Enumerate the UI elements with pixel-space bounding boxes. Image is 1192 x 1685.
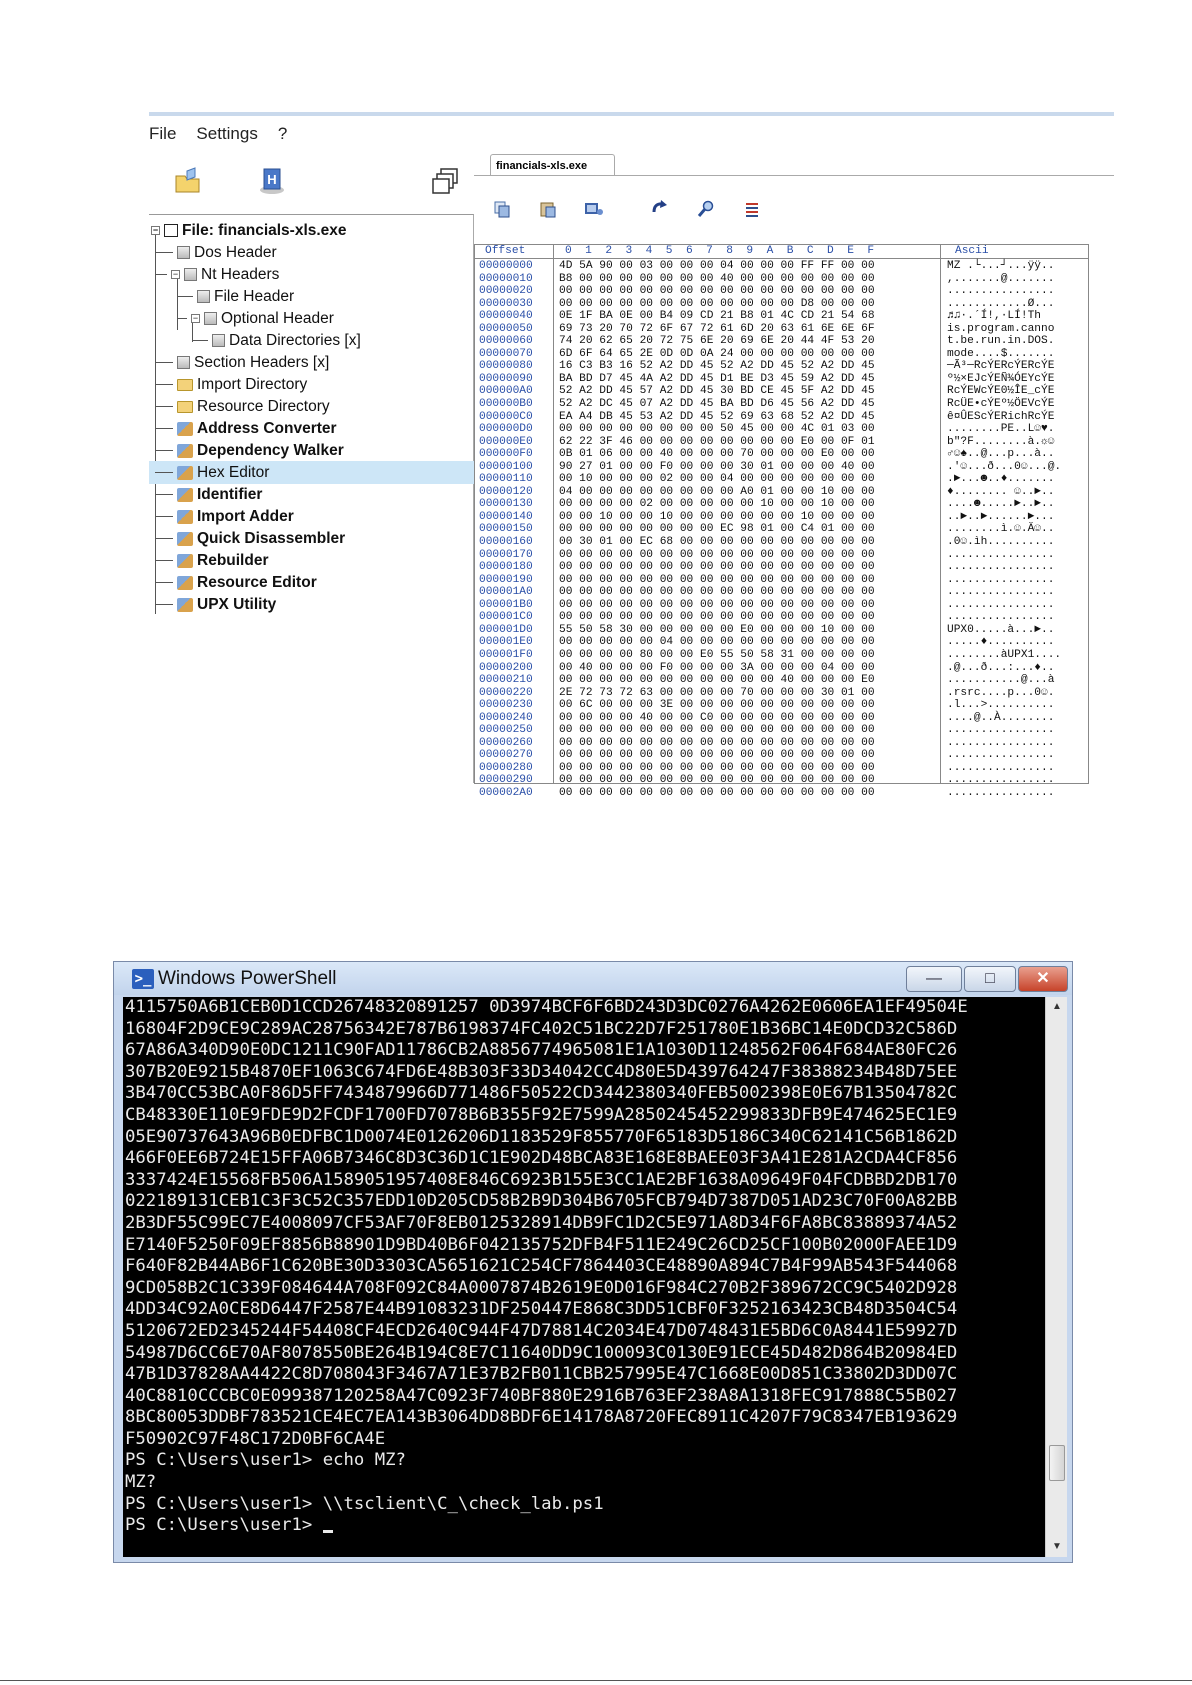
console-output-line: 2B3DF55C99EC7E4008097CF53AF70F8EB0125328914DB9FC1D2C5E971A8D34F6FA8BC83889374A52 <box>125 1212 958 1233</box>
hex-row-ascii[interactable]: ................ <box>947 749 1055 762</box>
hex-row-ascii[interactable]: ♂☺♠..@...p...à.. <box>947 448 1055 461</box>
byte-column-header: F <box>867 245 875 257</box>
hex-row-bytes[interactable]: 00 6C 00 00 00 3E 00 00 00 00 00 00 00 00 00 00 <box>559 699 875 712</box>
hex-row-offset: 000001A0 <box>479 586 533 599</box>
hex-row-offset: 00000170 <box>479 548 533 561</box>
hex-row-offset: 00000240 <box>479 711 533 724</box>
title-bar <box>114 962 1072 995</box>
hex-row-offset: 000002A0 <box>479 786 533 799</box>
hex-row-offset: 00000140 <box>479 510 533 523</box>
hex-row-bytes[interactable]: EA A4 DB 45 53 A2 DD 45 52 69 63 68 52 A2 DD 45 <box>559 410 875 423</box>
console-output-line: 67A86A340D90E0DC1211C90FAD11786CB2A8856774965081E1A1030D11248562F064F684AE80FC26 <box>125 1040 958 1061</box>
hex-row-offset: 00000260 <box>479 736 533 749</box>
console-output-line: 05E90737643A96B0EDFBC1D0074E0126206D1183529F855770F65183D5186C340C62141C56B1862D <box>125 1126 958 1147</box>
console-prompt-line <box>125 1472 1045 1494</box>
console-prompt-line <box>125 1494 1045 1516</box>
scroll-thumb[interactable] <box>1049 1445 1065 1481</box>
hex-row-bytes[interactable]: 00 00 00 00 00 00 00 00 00 00 00 00 00 00 00 00 <box>559 573 875 586</box>
hex-row-ascii[interactable]: .rsrc....p...0☺. <box>947 686 1055 699</box>
hex-row-offset: 000000B0 <box>479 398 533 411</box>
tool-icon <box>177 576 193 590</box>
cursor <box>323 1530 333 1533</box>
tree-item-dependency-walker[interactable]: Dependency Walker <box>155 439 344 462</box>
hex-icon[interactable] <box>584 199 604 219</box>
close-button[interactable]: ✕ <box>1018 966 1068 992</box>
hex-row-offset: 00000050 <box>479 322 533 335</box>
hex-row-offset: 00000150 <box>479 523 533 536</box>
search-icon[interactable] <box>696 199 716 219</box>
console-output-line: 47B1D37828AA4422C8D708043F3467A71E37B2FB011CBB257995E47C1668E00D851C33802D3DD07C <box>125 1364 958 1385</box>
bytes-column[interactable] <box>559 260 875 800</box>
hex-row-bytes[interactable]: 00 00 00 00 00 00 00 00 50 45 00 00 4C 01 03 00 <box>559 423 875 436</box>
console-output[interactable] <box>123 997 1045 1557</box>
hex-row-bytes[interactable]: 00 00 00 00 00 00 00 00 00 00 00 00 00 00 00 00 <box>559 611 875 624</box>
byte-column-header: 4 <box>645 245 666 257</box>
hex-row-bytes[interactable]: 55 50 58 30 00 00 00 00 00 E0 00 00 00 10 00 00 <box>559 623 875 636</box>
hex-row-ascii[interactable]: ♦........ ☺..►.. <box>947 485 1055 498</box>
hex-row-offset: 000001C0 <box>479 611 533 624</box>
hex-row-ascii[interactable]: ê¤ÛEScÝERichRcÝE <box>947 410 1055 423</box>
hex-row-bytes[interactable]: 00 00 00 00 00 00 00 00 00 00 00 00 00 00 00 00 <box>559 285 875 298</box>
tree-item-data-directories[interactable]: Data Directories [x] <box>192 329 361 352</box>
hex-row-bytes[interactable]: 00 30 01 00 EC 68 00 00 00 00 00 00 00 00 00 00 <box>559 536 875 549</box>
hex-view[interactable] <box>474 244 1089 799</box>
collapse-icon[interactable]: − <box>172 269 179 279</box>
hex-row-bytes[interactable]: 00 00 00 00 00 00 00 00 00 00 00 00 00 00 00 00 <box>559 724 875 737</box>
console-output-line: 54987D6CC6E70AF8078550BE264B194C8E7C11640DD9C100093C0130E91ECE45D482D864B20984ED <box>125 1342 958 1363</box>
hex-row-bytes[interactable]: 00 10 00 00 00 02 00 00 04 00 00 00 00 00 00 00 <box>559 473 875 486</box>
byte-column-header: 8 <box>726 245 747 257</box>
tree-item-nt-headers[interactable]: − Nt Headers <box>155 263 279 286</box>
tree-item-resource-directory[interactable]: Resource Directory <box>155 395 330 418</box>
hex-row-bytes[interactable]: 00 00 00 00 00 00 00 00 00 00 00 00 00 00 00 00 <box>559 786 875 799</box>
hex-row-ascii[interactable]: ................ <box>947 786 1055 799</box>
console-output-line: 466F0EE6B724E15FFA06B7346C8D3C36D1C1E902D48BCA83E168E8BAEE03F3A41E281A2CDA4CF856 <box>125 1148 958 1169</box>
console-output-line: 5120672ED2345244F54408CF4ECD2640C944F47D78814C2034E47D0748431E5BD6C0A8441E59927D <box>125 1320 958 1341</box>
tool-icon <box>177 444 193 458</box>
byte-column-header: 7 <box>706 245 727 257</box>
hex-row-ascii[interactable]: .....♦.......... <box>947 636 1055 649</box>
hex-row-bytes[interactable]: 4D 5A 90 00 03 00 00 00 04 00 00 00 FF FF 00 00 <box>559 260 875 272</box>
powershell-icon: >_ <box>132 969 154 989</box>
tree-item-file-header[interactable]: File Header <box>177 285 294 308</box>
folder-icon <box>177 379 193 391</box>
list-icon[interactable] <box>742 199 762 219</box>
tree-item-hex-editor[interactable]: Hex Editor <box>149 461 474 484</box>
hex-row-ascii[interactable]: .@...ð...:...♦.. <box>947 661 1055 674</box>
byte-column-header: 2 <box>605 245 626 257</box>
console-output-line: 3B470CC53BCA0F86D5FF7434879966D771486F50522CD3442380340FEB5002398E0E67B13504782C <box>125 1083 958 1104</box>
hex-row-bytes[interactable]: 00 00 00 00 00 04 00 00 00 00 00 00 00 00 00 00 <box>559 636 875 649</box>
hex-row-offset: 00000250 <box>479 724 533 737</box>
cff-explorer-window <box>149 112 1114 799</box>
folder-icon <box>177 401 193 413</box>
tool-icon <box>177 488 193 502</box>
open-icon[interactable] <box>171 166 205 196</box>
hex-row-ascii[interactable]: b"?F........à.☼☺ <box>947 435 1055 448</box>
hex-row-offset: 00000110 <box>479 473 533 486</box>
hex-row-ascii[interactable]: ,.......@....... <box>947 272 1055 285</box>
hex-row-bytes[interactable]: 00 00 00 00 00 00 00 00 00 00 00 00 00 00 00 00 <box>559 774 875 787</box>
hex-row-offset: 00000230 <box>479 699 533 712</box>
ascii-column[interactable] <box>947 260 1061 800</box>
minimize-button[interactable]: — <box>906 966 962 992</box>
hex-row-ascii[interactable]: ....☻.....►..►.. <box>947 498 1055 511</box>
navigation-tree <box>149 214 474 783</box>
svg-text:H: H <box>267 172 277 187</box>
console-output-line: 9CD058B2C1C339F084644A708F092C84A0007874B2619E0D016F984C270B2F389672CC9C5402D928 <box>125 1277 958 1298</box>
hex-row-ascii[interactable]: ─Ã³─RcÝERcÝERcÝE <box>947 360 1055 373</box>
vertical-scrollbar[interactable] <box>1045 997 1067 1557</box>
console-output-line: 3337424E15568FB506A1589051957408E846C6923B155E3CC1AE2BF1638A09649F04FCDBBD2DB170 <box>125 1169 958 1190</box>
hex-row-offset: 00000060 <box>479 335 533 348</box>
hex-row-ascii[interactable]: RcÜE•cÝEº½ÖEVcÝE <box>947 398 1055 411</box>
console-output-line: 4DD34C92A0CE8D6447F2587E44B91083231DF250447E868C3DD51CBF0F3252163423CB48D3504C54 <box>125 1299 958 1320</box>
console-output-line: 4115750A6B1CEB0D1CCD26748320891257 0D3974BCF6F6BD243D3DC0276A4262E0606EA1EF49504E <box>125 997 968 1017</box>
byte-column-header: E <box>847 245 868 257</box>
hex-row-ascii[interactable]: ................ <box>947 285 1055 298</box>
header-icon <box>184 268 197 281</box>
hex-row-offset: 000001F0 <box>479 648 533 661</box>
hex-row-ascii[interactable]: ................ <box>947 724 1055 737</box>
hex-row-ascii[interactable]: ........àUPX1.... <box>947 648 1062 661</box>
byte-column-headers <box>565 245 874 258</box>
hex-row-offset: 00000200 <box>479 661 533 674</box>
hex-row-bytes[interactable]: 00 40 00 00 00 F0 00 00 00 3A 00 00 00 04 00 00 <box>559 661 875 674</box>
hex-row-bytes[interactable]: 2E 72 73 72 63 00 00 00 00 70 00 00 00 30 01 00 <box>559 686 875 699</box>
hex-row-bytes[interactable]: BA BD D7 45 4A A2 DD 45 D1 BE D3 45 59 A2 DD 45 <box>559 372 875 385</box>
offset-column-header: Offset <box>485 245 526 257</box>
hex-row-bytes[interactable]: 00 00 00 00 02 00 00 00 00 00 10 00 00 10 00 00 <box>559 498 875 511</box>
hex-row-offset: 00000100 <box>479 460 533 473</box>
hex-row-ascii[interactable]: ....@..À........ <box>947 711 1055 724</box>
hex-row-offset: 00000010 <box>479 272 533 285</box>
hex-row-ascii[interactable]: ................ <box>947 774 1055 787</box>
tool-icon <box>177 598 193 612</box>
hex-row-bytes[interactable]: 00 00 00 00 00 00 00 00 00 00 00 00 00 00 00 00 <box>559 548 875 561</box>
tree-item-address-converter[interactable]: Address Converter <box>155 417 337 440</box>
hex-row-bytes[interactable]: 00 00 00 00 80 00 00 E0 55 50 58 31 00 00 00 00 <box>559 648 875 661</box>
console-prompt-line <box>125 1515 1045 1537</box>
byte-column-header: 1 <box>585 245 606 257</box>
hex-header <box>475 245 1088 259</box>
hex-row-ascii[interactable]: ...........@...à <box>947 674 1055 687</box>
command: echo MZ? <box>322 1450 406 1471</box>
hex-row-bytes[interactable]: 00 00 00 00 00 00 00 00 EC 98 01 00 C4 01 00 00 <box>559 523 875 536</box>
hex-row-offset: 00000020 <box>479 285 533 298</box>
hex-row-bytes[interactable]: 00 00 00 00 00 00 00 00 00 00 00 00 00 00 00 00 <box>559 749 875 762</box>
hex-row-bytes[interactable]: 74 20 62 65 20 72 75 6E 20 69 6E 20 44 4F 53 20 <box>559 335 875 348</box>
hex-row-offset: 00000270 <box>479 749 533 762</box>
hex-row-bytes[interactable]: 0B 01 06 00 00 40 00 00 00 70 00 00 00 E0 00 00 <box>559 448 875 461</box>
header-icon <box>177 356 190 369</box>
offset-column <box>479 260 533 800</box>
hex-row-bytes[interactable]: 6D 6F 64 65 2E 0D 0D 0A 24 00 00 00 00 00 00 00 <box>559 347 875 360</box>
byte-column-header: 5 <box>665 245 686 257</box>
hex-row-offset: 000001D0 <box>479 623 533 636</box>
hex-row-ascii[interactable]: UPX0.....à...►.. <box>947 623 1055 636</box>
hex-row-ascii[interactable]: ............Ø... <box>947 297 1055 310</box>
tree-item-import-adder[interactable]: Import Adder <box>155 505 294 528</box>
console-output-line: 307B20E9215B4870EF1063C674FD6E48B303F33D34042CC4D80E5D439764247F38388234B48D75EE <box>125 1061 958 1082</box>
hex-row-offset: 00000220 <box>479 686 533 699</box>
header-icon <box>204 312 217 325</box>
hex-row-bytes[interactable]: 00 00 00 00 00 00 00 00 00 00 00 00 D8 00 00 00 <box>559 297 875 310</box>
prompt: PS C:\Users\user1> <box>125 1450 323 1471</box>
hex-row-ascii[interactable]: is.program.canno <box>947 322 1055 335</box>
hex-row-offset: 000001B0 <box>479 598 533 611</box>
hex-row-bytes[interactable]: 00 00 10 00 00 10 00 00 00 00 00 00 10 00 00 00 <box>559 510 875 523</box>
hex-row-ascii[interactable]: ................ <box>947 561 1055 574</box>
hex-row-bytes[interactable]: 00 00 00 00 00 00 00 00 00 00 00 40 00 00 00 E0 <box>559 674 875 687</box>
byte-column-header: B <box>786 245 807 257</box>
divider <box>940 245 941 783</box>
hex-row-offset: 000000A0 <box>479 385 533 398</box>
tool-icon <box>177 510 193 524</box>
console-output-line: 022189131CEB1C3F3C52C357EDD10D205CD58B2B9D304B6705FCB794D7387D051AD23C70F00A82BB <box>125 1191 958 1212</box>
hex-row-ascii[interactable]: MZ .└...┘...ÿÿ.. <box>947 260 1055 272</box>
byte-column-header: 9 <box>746 245 767 257</box>
command: MZ? <box>125 1472 157 1493</box>
hex-row-ascii[interactable]: º½×EJcÝEÑ¾ÓEYcÝE <box>947 372 1055 385</box>
windows-icon[interactable] <box>429 166 463 196</box>
command: \\tsclient\C_\check_lab.ps1 <box>322 1493 604 1514</box>
tree-item-section-headers[interactable]: Section Headers [x] <box>155 351 329 374</box>
hex-row-offset: 00000280 <box>479 761 533 774</box>
hex-row-offset: 000000D0 <box>479 423 533 436</box>
hex-row-ascii[interactable]: .l...>.......... <box>947 699 1055 712</box>
hex-row-bytes[interactable]: 90 27 01 00 00 F0 00 00 00 30 01 00 00 00 40 00 <box>559 460 875 473</box>
goto-icon[interactable] <box>650 199 670 219</box>
tool-icon <box>177 532 193 546</box>
hex-row-offset: 000000C0 <box>479 410 533 423</box>
console-output-line: F640F82B44AB6F1C620BE30D3303CA5651621C254CF7864403CE48890A894C7B4F99AB543F544068 <box>125 1256 958 1277</box>
hex-row-ascii[interactable]: RcÝEWcÝE0½ÎE_cÝE <box>947 385 1055 398</box>
hex-row-offset: 00000030 <box>479 297 533 310</box>
hex-row-bytes[interactable]: 52 A2 DC 45 07 A2 DD 45 BA BD D6 45 56 A2 DD 45 <box>559 398 875 411</box>
pe-icon[interactable] <box>255 166 289 196</box>
hex-row-ascii[interactable]: ................ <box>947 573 1055 586</box>
tab-financials-xls[interactable]: financials-xls.exe <box>490 154 615 176</box>
hex-row-ascii[interactable]: ................ <box>947 611 1055 624</box>
byte-column-header: 0 <box>565 245 586 257</box>
hex-row-ascii[interactable]: t.be.run.in.DOS. <box>947 335 1055 348</box>
paste-icon[interactable] <box>538 199 558 219</box>
tree-item-import-directory[interactable]: Import Directory <box>155 373 307 396</box>
ascii-column-header: Ascii <box>955 245 989 257</box>
hex-row-offset: 00000210 <box>479 674 533 687</box>
main-toolbar <box>171 166 463 196</box>
byte-column-header: 6 <box>685 245 707 257</box>
hex-row-bytes[interactable]: 69 73 20 70 72 6F 67 72 61 6D 20 63 61 6E 6E 6F <box>559 322 875 335</box>
menu-bar <box>149 124 287 146</box>
hex-row-bytes[interactable]: 00 00 00 00 00 00 00 00 00 00 00 00 00 00 00 00 <box>559 736 875 749</box>
hex-row-offset: 00000090 <box>479 372 533 385</box>
tree-item-optional-header[interactable]: − Optional Header <box>177 307 334 330</box>
window-title: Windows PowerShell <box>158 968 337 989</box>
hex-row-offset: 00000290 <box>479 774 533 787</box>
header-icon <box>197 290 210 303</box>
hex-row-bytes[interactable]: 00 00 00 00 00 00 00 00 00 00 00 00 00 00 00 00 <box>559 561 875 574</box>
hex-row-ascii[interactable]: ..►..►......►... <box>947 510 1055 523</box>
hex-row-offset: 00000160 <box>479 536 533 549</box>
tool-icon <box>177 554 193 568</box>
hex-row-bytes[interactable]: 00 00 00 00 00 00 00 00 00 00 00 00 00 00 00 00 <box>559 586 875 599</box>
console-output-line: E7140F5250F09EF8856B88901D9BD40B6F042135752DFB4F511E249C26CD25CF100B02000FAEE1D9 <box>125 1234 958 1255</box>
hex-row-ascii[interactable]: ........PE..L☺♥. <box>947 423 1055 436</box>
console-output-line: 40C8810CCCBC0E099387120258A47C0923F740BF880E2916B763EF238A8A1318FEC917888C55B027 <box>125 1385 958 1406</box>
header-icon <box>177 246 190 259</box>
hex-row-offset: 00000070 <box>479 347 533 360</box>
hex-toolbar <box>492 192 762 226</box>
hex-row-ascii[interactable]: ................ <box>947 761 1055 774</box>
hex-row-bytes[interactable]: B8 00 00 00 00 00 00 00 40 00 00 00 00 00 00 00 <box>559 272 875 285</box>
hex-row-offset: 00000130 <box>479 498 533 511</box>
tool-icon <box>177 422 193 436</box>
hex-row-offset: 00000120 <box>479 485 533 498</box>
console-output-line: 16804F2D9CE9C289AC28756342E787B6198374FC402C51BC22D7F251780E1B36BC14E0DCD32C586D <box>125 1018 958 1039</box>
divider <box>553 245 554 783</box>
console-output-line: CB48330E110E9FDE9D2FCDF1700FD7078B6B355F92E7599A2850245452299833DFB9E474625EC1E9 <box>125 1104 958 1125</box>
file-icon <box>164 224 178 237</box>
collapse-icon[interactable]: − <box>192 313 199 323</box>
tree-root-file[interactable]: − File: financials-xls.exe <box>152 222 347 239</box>
maximize-button[interactable]: □ <box>964 966 1016 992</box>
hex-row-offset: 00000080 <box>479 360 533 373</box>
tree-item-resource-editor[interactable]: Resource Editor <box>155 571 317 594</box>
tool-icon <box>177 466 193 480</box>
tree-item-dos-header[interactable]: Dos Header <box>155 241 277 264</box>
scroll-down-arrow-icon[interactable]: ▼ <box>1052 1541 1062 1552</box>
hex-row-offset: 000001E0 <box>479 636 533 649</box>
tree-item-quick-disassembler[interactable]: Quick Disassembler <box>155 527 345 550</box>
console-output-line: 8BC80053DDBF783521CE4EC7EA143B3064DD8BDF6E14178A8720FEC8911C4207F79C8347EB193629 <box>125 1407 958 1428</box>
hex-row-bytes[interactable]: 04 00 00 00 00 00 00 00 00 A0 01 00 00 10 00 00 <box>559 485 875 498</box>
byte-column-header: C <box>806 245 828 257</box>
hex-row-bytes[interactable]: 0E 1F BA 0E 00 B4 09 CD 21 B8 01 4C CD 21 54 68 <box>559 310 875 323</box>
scroll-up-arrow-icon[interactable]: ▲ <box>1052 1001 1062 1012</box>
prompt: PS C:\Users\user1> <box>125 1493 323 1514</box>
hex-row-bytes[interactable]: 00 00 00 00 40 00 00 C0 00 00 00 00 00 00 00 00 <box>559 711 875 724</box>
hex-row-bytes[interactable]: 62 22 3F 46 00 00 00 00 00 00 00 00 E0 00 0F 01 <box>559 435 875 448</box>
hex-row-offset: 00000040 <box>479 310 533 323</box>
hex-row-ascii[interactable]: .0☺.ìh.......... <box>947 536 1055 549</box>
console-prompt-line <box>125 1450 1045 1472</box>
menu-file[interactable]: File <box>149 124 177 143</box>
collapse-icon[interactable]: − <box>152 225 159 235</box>
byte-column-header: D <box>827 245 848 257</box>
hex-row-ascii[interactable]: ................ <box>947 736 1055 749</box>
hex-row-ascii[interactable]: ................ <box>947 586 1055 599</box>
hex-row-ascii[interactable]: .'☺...ð...0☺...@. <box>947 460 1062 473</box>
byte-column-header: A <box>766 245 787 257</box>
hex-row-ascii[interactable]: .►...☻..♦....... <box>947 473 1055 486</box>
hex-row-bytes[interactable]: 52 A2 DD 45 57 A2 DD 45 30 BD CE 45 5F A2 DD 45 <box>559 385 875 398</box>
powershell-window <box>113 961 1073 1563</box>
hex-row-ascii[interactable]: ♬♫·.´Í!,·LÍ!Th <box>947 310 1041 323</box>
hex-editor-panel <box>474 154 1114 799</box>
hex-row-bytes[interactable]: 00 00 00 00 00 00 00 00 00 00 00 00 00 00 00 00 <box>559 598 875 611</box>
hex-row-ascii[interactable]: mode....$....... <box>947 347 1055 360</box>
prompt: PS C:\Users\user1> <box>125 1515 323 1536</box>
hex-row-bytes[interactable]: 00 00 00 00 00 00 00 00 00 00 00 00 00 00 00 00 <box>559 761 875 774</box>
console-output-line: F50902C97F48C172D0BF6CA4E <box>125 1428 386 1449</box>
hex-row-offset: 000000F0 <box>479 448 533 461</box>
hex-row-offset: 00000190 <box>479 573 533 586</box>
hex-row-ascii[interactable]: ........ì.☺.Ä☺.. <box>947 523 1055 536</box>
tree-item-rebuilder[interactable]: Rebuilder <box>155 549 268 572</box>
hex-row-offset: 00000000 <box>479 260 533 272</box>
hex-row-ascii[interactable]: ................ <box>947 548 1055 561</box>
hex-row-ascii[interactable]: ................ <box>947 598 1055 611</box>
page-divider <box>0 1680 1192 1681</box>
hex-row-offset: 00000180 <box>479 561 533 574</box>
tree-item-identifier[interactable]: Identifier <box>155 483 262 506</box>
menu-settings[interactable]: Settings <box>196 124 258 143</box>
hex-row-offset: 000000E0 <box>479 435 533 448</box>
hex-row-bytes[interactable]: 16 C3 B3 16 52 A2 DD 45 52 A2 DD 45 52 A2 DD 45 <box>559 360 875 373</box>
tree-item-upx-utility[interactable]: UPX Utility <box>155 593 276 616</box>
menu-help[interactable]: ? <box>277 124 288 143</box>
byte-column-header: 3 <box>625 245 646 257</box>
copy-icon[interactable] <box>492 199 512 219</box>
header-icon <box>212 334 225 347</box>
